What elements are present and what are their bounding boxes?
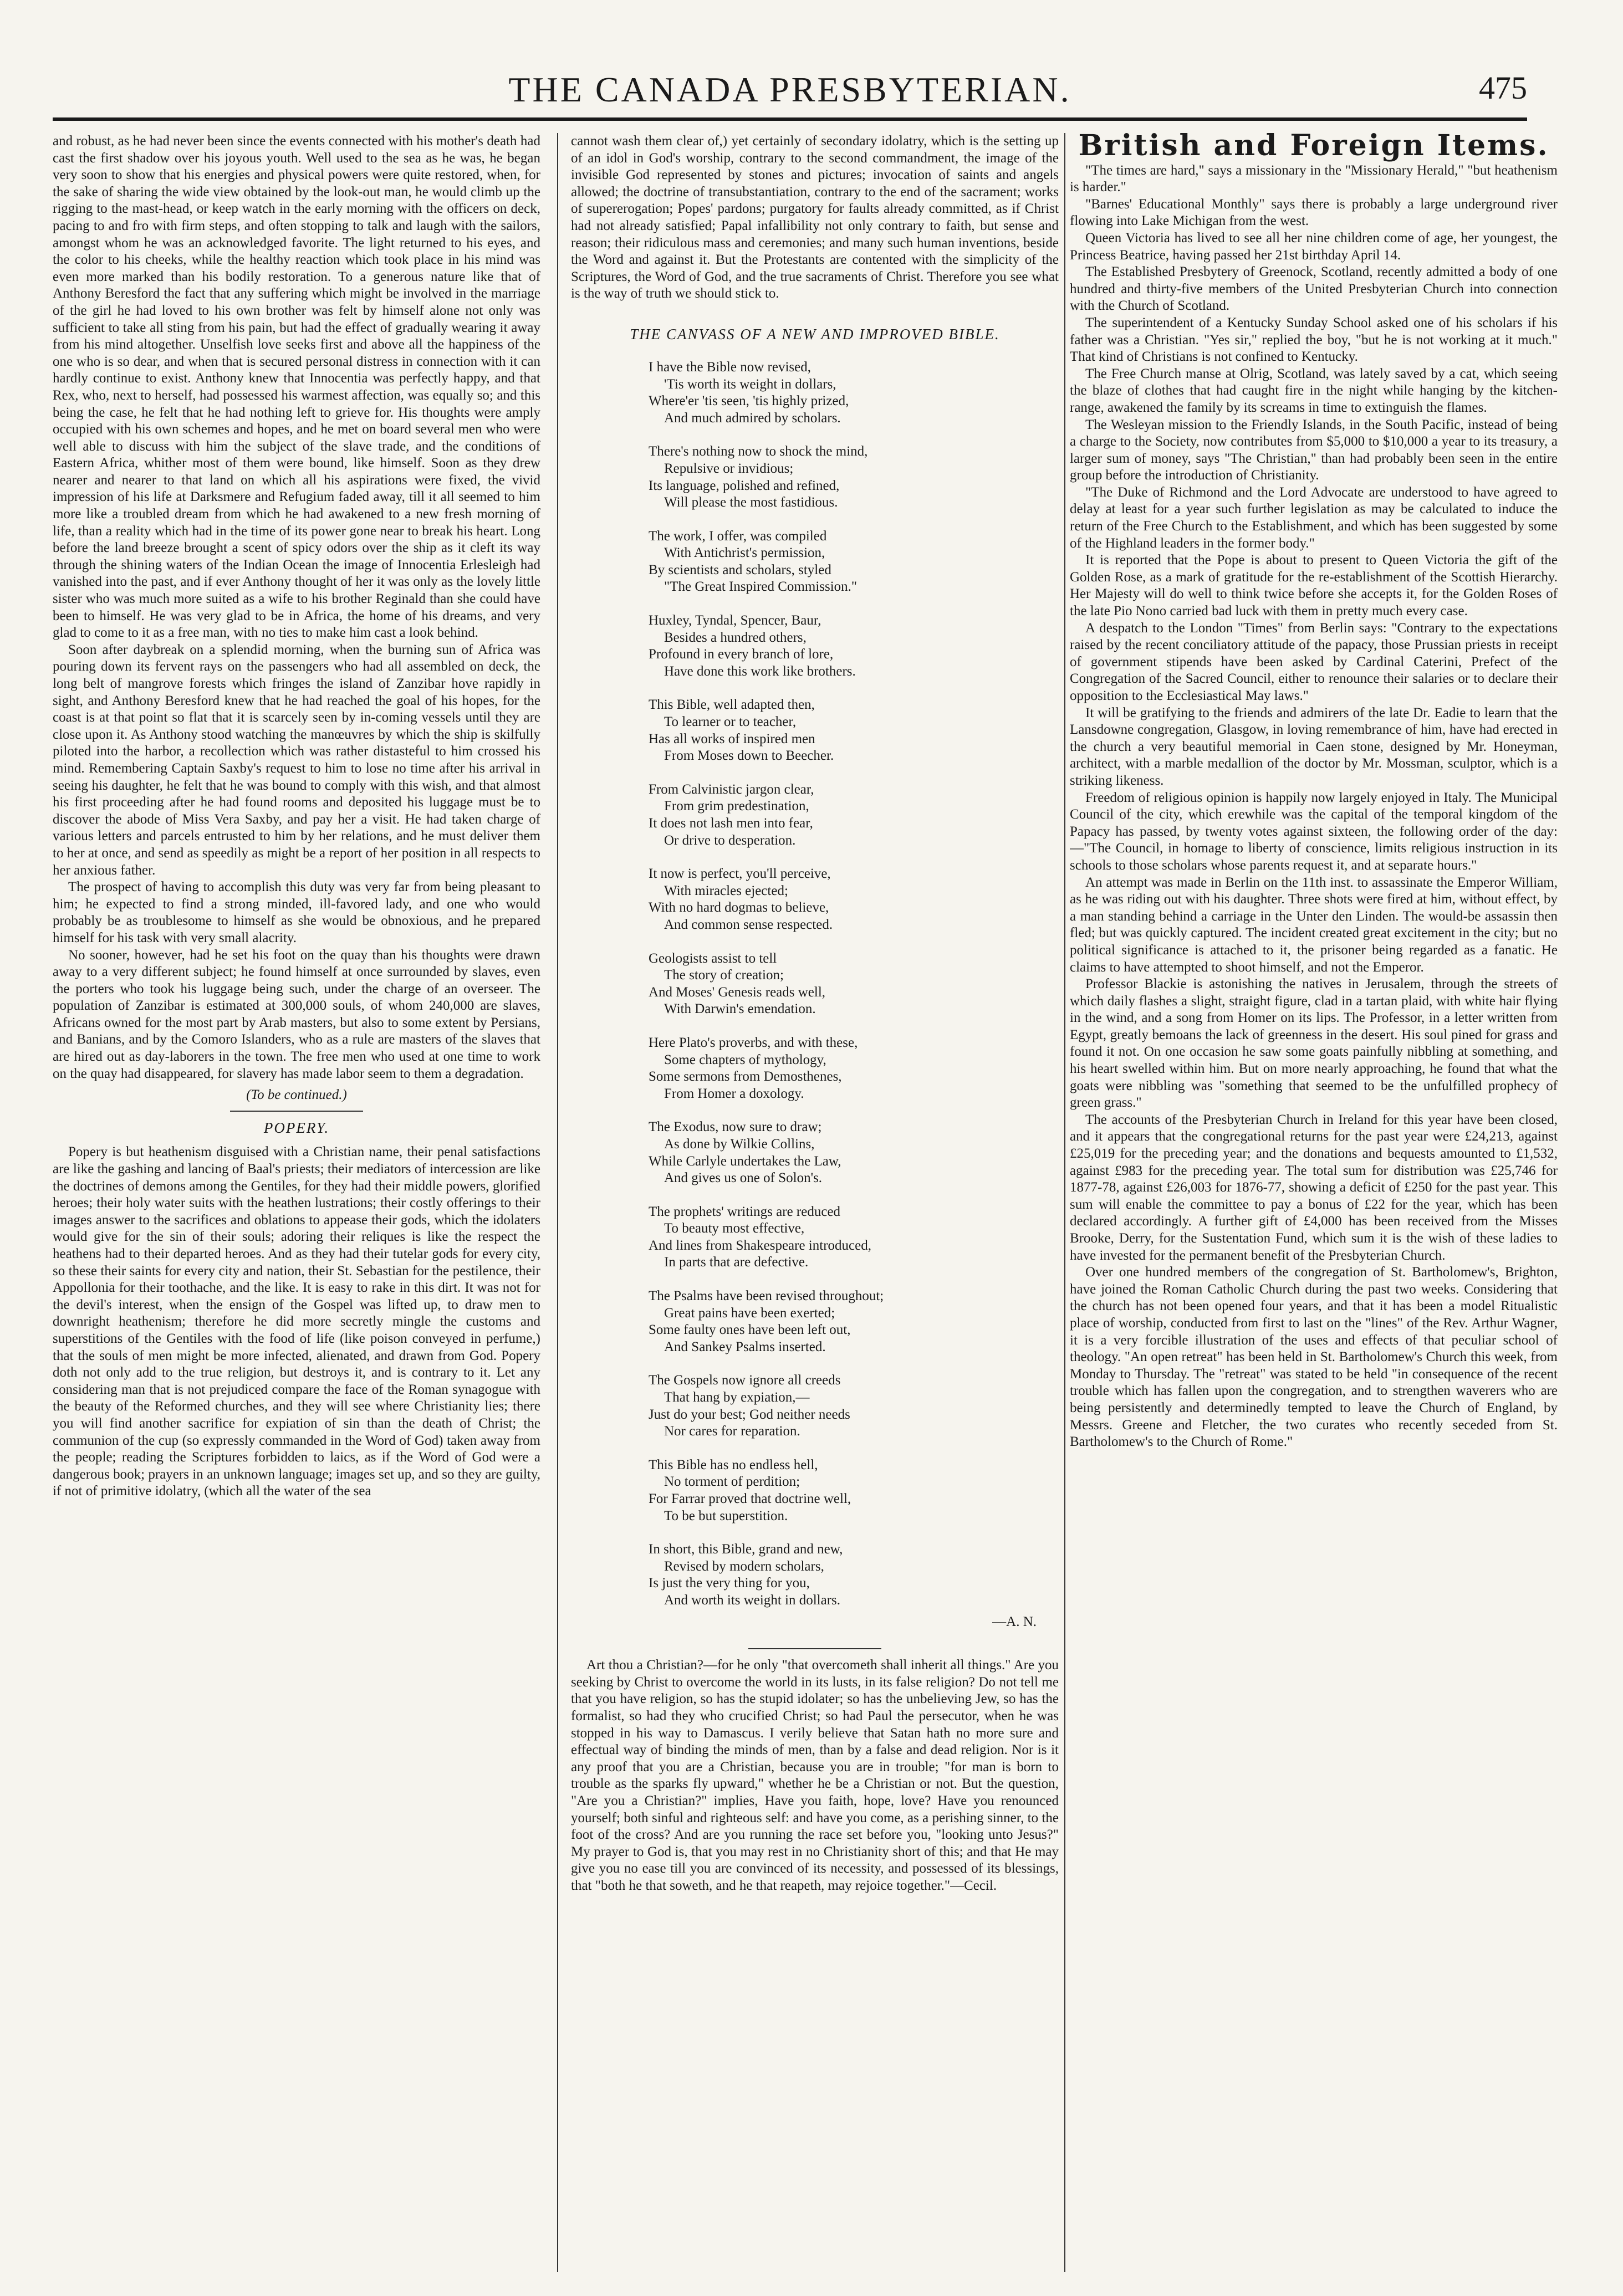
- news-item: It will be gratifying to the friends and admirers of the late Dr. Eadie to learn that the Lansdowne congregation, Glasgow, in loving remembrance of him, have had erected in the church a very beautiful memorial in Caen stone, designed by Mr. Honeyman, architect, with a marble medallion of the doctor by Mr. Mossman, sculptor, which is a striking likeness.: [1070, 705, 1558, 788]
- poem-line: And lines from Shakespeare introduced,: [649, 1238, 871, 1253]
- poem-stanza: [649, 1204, 1059, 1271]
- poem-title: THE CANVASS OF A NEW AND IMPROVED BIBLE.: [630, 325, 1000, 342]
- poem-stanza: [649, 1119, 1059, 1187]
- poem-line: From Calvinistic jargon clear,: [649, 781, 814, 797]
- poem-line: Or drive to desperation.: [664, 832, 796, 848]
- british-foreign-items-heading: British and Foreign Items.: [1078, 133, 1549, 162]
- poem-stanza: [649, 443, 1059, 511]
- poem-line: And gives us one of Solon's.: [664, 1170, 823, 1186]
- poem-stanza: [649, 1035, 1059, 1102]
- poem-line: This Bible, well adapted then,: [649, 697, 815, 713]
- poem-line: 'Tis worth its weight in dollars,: [664, 376, 836, 392]
- poem-stanza: [649, 1372, 1059, 1440]
- news-item: An attempt was made in Berlin on the 11th inst. to assassinate the Emperor William, as he was riding out with his daughter. Three shots were fired at him, without effect, by a man standing behind a carriage in the Unter den Linden. The would-be assassin then fled; but was quickly captured. The incident created great excitement in the city; but no political significance is attached to it, the prisoner being regarded as a fanatic. He claims to have attempted to shoot himself, and not the Emperor.: [1070, 875, 1558, 975]
- news-item: "Barnes' Educational Monthly" says there is probably a large underground river flowing into Lake Michigan from the west.: [1070, 196, 1558, 229]
- poem-line: As done by Wilkie Collins,: [664, 1136, 815, 1152]
- poem-line: To be but superstition.: [664, 1508, 788, 1523]
- poem-line: That hang by expiation,—: [664, 1390, 810, 1405]
- poem-line: Here Plato's proverbs, and with these,: [649, 1035, 858, 1050]
- column-divider: [557, 133, 558, 2272]
- poem-stanza: [649, 950, 1059, 1018]
- column-right: [1070, 133, 1558, 2272]
- news-item: "The times are hard," says a missionary in the "Missionary Herald," "but heathenism is harder.": [1070, 162, 1558, 195]
- news-item: The Wesleyan mission to the Friendly Islands, in the South Pacific, instead of being a charge to the Society, now contributes from $5,000 to $10,000 a year to its treasury, a larger sum of money, says "The Christian," than had probably been seen in the entire group before the introduction of Christianity.: [1070, 417, 1558, 483]
- popery-heading: POPERY.: [263, 1119, 330, 1136]
- poem-line: This Bible has no endless hell,: [649, 1457, 818, 1472]
- story-paragraph: No sooner, however, had he set his foot on the quay than his thoughts were drawn away to a very different subject; he found himself at once surrounded by slaves, even the porters who took his luggage being such, under the charge of an overseer. The population of Zanzibar is estimated at 300,000 souls, of whom 240,000 are slaves, Africans owned for the most part by Arab masters, but also to some extent by Persians, and Banians, and by the Comoro Islanders, who as a rule are masters of the slaves that are hired out as day-laborers in the town. The free men who used at one time to work on the quay had disappeared, for slavery has made labor seem to them a degradation.: [53, 947, 540, 1081]
- poem-line: From Homer a doxology.: [664, 1086, 804, 1101]
- news-item: The Free Church manse at Olrig, Scotland, was lately saved by a cat, which seeing the blaze of clothes that had caught fire in the night while hanging by the kitchen-range, awakened the family by its screams in time to extinguish the flames.: [1070, 366, 1558, 415]
- news-item: Queen Victoria has lived to see all her nine children come of age, her youngest, the Princess Beatrice, having passed her 21st birthday April 14.: [1070, 230, 1558, 263]
- poem-line: Geologists assist to tell: [649, 950, 777, 966]
- news-item: The superintendent of a Kentucky Sunday School asked one of his scholars if his father was a Christian. "Yes sir," replied the boy, "but he is not working at it much." That kind of Christians is not confined to Kentucky.: [1070, 315, 1558, 365]
- popery-paragraph: Popery is but heathenism disguised with a Christian name, their penal satisfactions are like the gashing and lancing of Baal's priests; their mediators of intercession are like the doctrines of demons among the Gentiles, for they had their middle powers, glorified heroes; their holy water suits with the heathen lustrations; their costly offerings to their images answer to the sacrifices and oblations to appease their gods, which the idolaters would give for the sin of their souls; adoring their reliques is like the respect the heathens had to their departed heroes. And as they had their tutelar gods for every city, so these their saints for every city and nation, their St. Sebastian for the pestilence, their Appollonia for their toothache, and the like. It is easy to rake in this dirt. It was not for the devil's interest, when the ensign of the Gospel was lifted up, to draw men to downright heathenism; therefore he did more secretly mingle the customs and superstitions of the Gentiles with the food of life (like poison conveyed in perfume,) that the souls of men might be more infected, alienated, and drawn from God. Popery doth not only add to the true religion, but destroys it, and is contrary to it. Let any considering man that is not prejudiced compare the face of the Roman synagogue with the beauty of the Reformed churches, and they will see where Christianity lies; there you will find another sacrifice for expiation of sin than the death of Christ; the communion of the cup (so expressly commanded in the Word of God) taken away from the people; reading the Scriptures forbidden to laics, as if the Word of God were a dangerous book; prayers in an unknown language; images set up, and so they are guilty, if not of primitive idolatry, (which all the water of the sea: [53, 1144, 540, 1499]
- poem-line: It does not lash men into fear,: [649, 816, 813, 831]
- poem-line: In parts that are defective.: [664, 1255, 809, 1270]
- poem-line: Some sermons from Demosthenes,: [649, 1069, 842, 1085]
- section-divider: [748, 1648, 881, 1649]
- poem-line: While Carlyle undertakes the Law,: [649, 1153, 841, 1169]
- poem-line: Huxley, Tyndal, Spencer, Baur,: [649, 613, 821, 628]
- poem-line: With Antichrist's permission,: [664, 545, 825, 561]
- masthead-rule: [53, 117, 1527, 121]
- page-number: 475: [1479, 70, 1527, 106]
- news-items: [1070, 162, 1558, 1451]
- poem-line: Have done this work like brothers.: [664, 663, 856, 679]
- poem-line: And Sankey Psalms inserted.: [664, 1339, 826, 1354]
- news-item: Over one hundred members of the congregation of St. Bartholomew's, Brighton, have joined the Roman Catholic Church during the past two weeks. Considering that the church has not been opened four years, and that it has been a model Ritualistic place of worship, conducted from first to last on the "lines" of the Rev. Arthur Wagner, it is a very forcible illustration of the uses and effects of that peculiar school of theology. "An open retreat" has been held in St. Bartholomew's Church this week, from Monday to Thursday. The "retreat" was stated to be held "in consequence of the recent trouble which has fallen upon the congregation, and to strengthen waverers who are being persistently and determinedly tempted to leave the Church of England, by Messrs. Greene and Fletcher, the two curates who recently seceded from St. Bartholomew's to the Church of Rome.": [1070, 1265, 1558, 1450]
- poem-line: The Exodus, now sure to draw;: [649, 1119, 822, 1135]
- news-item: "The Duke of Richmond and the Lord Advocate are understood to have agreed to delay at least for a year such further legislation as may be calculated to induce the return of the Free Church to the Establishment, and which has been suggested by some of the Highland leaders in the former body.": [1070, 484, 1558, 551]
- poem-line: Its language, polished and refined,: [649, 478, 840, 493]
- poem-line: The Gospels now ignore all creeds: [649, 1373, 841, 1388]
- news-item: The Established Presbytery of Greenock, Scotland, recently admitted a body of one hundred and thirty-five members of the United Presbyterian Church into connection with the Church of Scotland.: [1070, 264, 1558, 314]
- poem-line: Great pains have been exerted;: [664, 1305, 835, 1321]
- section-divider: [230, 1111, 363, 1112]
- poem-line: In short, this Bible, grand and new,: [649, 1542, 843, 1557]
- story-paragraph: The prospect of having to accomplish this duty was very far from being pleasant to him; he expected to find a strong minded, ill-favored lady, and one who would probably be as troublesome to himself as she would be obnoxious, and he prepared himself for his task with very small alacrity.: [53, 879, 540, 945]
- poem-line: Some faulty ones have been left out,: [649, 1322, 851, 1338]
- poem-line: Will please the most fastidious.: [664, 495, 838, 510]
- poem-line: Besides a hundred others,: [664, 630, 807, 645]
- newspaper-title: THE CANADA PRESBYTERIAN.: [508, 70, 1071, 109]
- poem-line: By scientists and scholars, styled: [649, 562, 831, 577]
- poem-stanza: [649, 1457, 1059, 1525]
- poem-line: Revised by modern scholars,: [664, 1558, 824, 1574]
- column-divider: [1064, 133, 1065, 2272]
- poem-line: Profound in every branch of lore,: [649, 647, 834, 662]
- poem-line: It now is perfect, you'll perceive,: [649, 866, 831, 882]
- news-item: A despatch to the London "Times" from Berlin says: "Contrary to the expectations raised by the recent conciliatory attitude of the papacy, those Prussian priests in receipt of government stipends have been asked by Cardinal Caterini, Prefect of the Congregation of the Sacred Council, either to renounce their salaries or to declare their opposition to the Ecclesiastical May laws.": [1070, 620, 1558, 703]
- poem-line: For Farrar proved that doctrine well,: [649, 1491, 851, 1506]
- poem-line: Where'er 'tis seen, 'tis highly prized,: [649, 393, 849, 409]
- poem-line: Just do your best; God neither needs: [649, 1407, 850, 1422]
- poem-line: Nor cares for reparation.: [664, 1424, 800, 1439]
- poem-stanza: [649, 1541, 1059, 1609]
- poem-line: The prophets' writings are reduced: [649, 1204, 841, 1219]
- news-item: The accounts of the Presbyterian Church in Ireland for this year have been closed, and it appears that the congregational returns for the past year were £24,213, against £25,019 for the preceding year; and the donations and bequests amounted to £1,532, against £983 for the preceding year. The total sum for distribution was £25,746 for 1877-78, against £26,003 for 1876-77, showing a deficit of £250 for the past year. This sum will enable the committee to pay a bonus of £22 for the year, which has been declared accordingly. A further gift of £4,000 has been received from the Misses Brooke, Derry, for the Sustentation Fund, which sum it is the wish of these ladies to have invested for the permanent benefit of the Presbyterian Church.: [1070, 1112, 1558, 1263]
- poem-line: There's nothing now to shock the mind,: [649, 444, 868, 459]
- closing-paragraph: Art thou a Christian?—for he only "that overcometh shall inherit all things." Are you seeking by Christ to overcome the world in its lusts, in its false religion? Do not tell me that you have religion, so has the stupid idolater; so has the unbelieving Jew, so has the formalist, so had they who crucified Christ; so had Paul the persecutor, when he was stopped in his way to Damascus. I verily believe that Satan hath no more sure and effectual way of binding the minds of men, than by a false and dead religion. Nor is it any proof that you are a Christian, because you are in trouble; "for man is born to trouble as the sparks fly upward," whether he be a Christian or not. But the question, "Are you a Christian?" implies, Have you faith, hope, love? Have you renounced yourself; both sinful and righteous self: and have you come, as a perishing sinner, to the foot of the cross? And are you running the race set before you, "looking unto Jesus?" My prayer to God is, that you may rest in no Christianity short of this; and that He may give you no ease till you are convinced of its necessity, and possessed of its blessings, that "both he that soweth, and he that reapeth, may rejoice together."—Cecil.: [571, 1658, 1059, 1893]
- story-paragraph: Soon after daybreak on a splendid morning, when the burning sun of Africa was pouring down its fervent rays on the passengers who had all assembled on deck, the long belt of mangrove forests which fringes the island of Zanzibar hove rapidly in sight, and Anthony Beresford knew that he had reached the goal of his hopes, for the coast is at that point so flat that it is scarcely seen by in-coming vessels until they are close upon it. As Anthony stood watching the manœuvres by which the ship is skilfully piloted into the harbor, a recollection which was rather distasteful to him crossed his mind. Remembering Captain Saxby's request to him to lose no time after his arrival in seeing his daughter, he felt that he was bound to comply with this wish, and that almost his first proceeding after he had found rooms and deposited his luggage must be to discover the abode of Miss Vera Saxby, and pay her a visit. He had taken charge of various letters and parcels entrusted to him by her relations, and he must deliver them to her at once, and send as speedily as might be a report of her position in all respects to her anxious father.: [53, 642, 540, 878]
- poem-stanza: [649, 1288, 1059, 1356]
- poem-line: And worth its weight in dollars.: [664, 1592, 841, 1608]
- poem-line: No torment of perdition;: [664, 1474, 800, 1490]
- poem-line: With no hard dogmas to believe,: [649, 900, 829, 916]
- column-left: [53, 133, 540, 2272]
- poem-stanza: [649, 697, 1059, 764]
- poem-stanza: [649, 359, 1059, 427]
- poem-line: To beauty most effective,: [664, 1221, 805, 1236]
- poem-line: The Psalms have been revised throughout;: [649, 1288, 884, 1304]
- poem-line: From Moses down to Beecher.: [664, 748, 834, 764]
- poem-line: With miracles ejected;: [664, 883, 788, 898]
- poem-line: I have the Bible now revised,: [649, 359, 811, 375]
- popery-paragraph-continued: cannot wash them clear of,) yet certainly of secondary idolatry, which is the setting up of an idol in God's worship, contrary to the second commandment, the image of the invisible God represented by stones and pictures; invocation of saints and angels allowed; the doctrine of transubstantiation, contrary to the end of the sacrament; works of supererogation; Popes' pardons; purgatory for faults already committed, as if Christ had not already satisfied; Papal infallibility not only contrary to faith, but sense and reason; their ridiculous mass and ceremonies; and many such human inventions, beside the Word and against it. But the Protestants are contented with the simplicity of the Scriptures, the Word of God, and the true sacraments of Christ. Therefore you see what is the way of truth we should stick to.: [571, 134, 1059, 301]
- poem-line: Has all works of inspired men: [649, 731, 815, 746]
- poem-line: And much admired by scholars.: [664, 410, 841, 426]
- poem-line: Repulsive or invidious;: [664, 461, 794, 476]
- poem-line: Is just the very thing for you,: [649, 1576, 810, 1591]
- to-be-continued: (To be continued.): [246, 1087, 347, 1103]
- news-item: Professor Blackie is astonishing the natives in Jerusalem, through the streets of which daily flashes a slight, straight figure, clad in a tartan plaid, with white hair flying in the wind, and a song from Homer on its lips. The Professor, in a letter written from Egypt, greatly bemoans the lack of greenness in the desert. His soul pined for grass and found it not. On one occasion he saw some goats painfully nibbling at something, and his heart swelled within him. But on more nearly approaching, he found that what the goats were nibbling was "something that seemed to be the unfulfilled prophecy of green grass.": [1070, 976, 1558, 1111]
- poem-stanza: [649, 866, 1059, 933]
- poem-stanza: [649, 612, 1059, 680]
- poem-line: From grim predestination,: [664, 799, 809, 814]
- news-item: It is reported that the Pope is about to present to Queen Victoria the gift of the Golden Rose, as a mark of gratitude for the re-establishment of the Scottish Hierarchy. Her Majesty will do well to think twice before she accepts it, for the Golden Roses of the late Pio Nono carried bad luck with them in pretty much every case.: [1070, 553, 1558, 619]
- poem-line: Some chapters of mythology,: [664, 1052, 826, 1067]
- news-item: Freedom of religious opinion is happily now largely enjoyed in Italy. The Municipal Council of the city, which erewhile was the capital of the temporal kingdom of the Papacy has passed, by twenty votes against sixteen, the following order of the day:—"The Council, in homage to liberty of conscience, limits religious instruction in its schools to those scholars whose parents request it, and at separate hours.": [1070, 790, 1558, 873]
- poem-line: The story of creation;: [664, 968, 784, 983]
- poem-line: And common sense respected.: [664, 917, 833, 932]
- poem-line: And Moses' Genesis reads well,: [649, 984, 826, 1000]
- poem-line: The work, I offer, was compiled: [649, 528, 827, 544]
- column-middle: [571, 133, 1059, 2272]
- story-paragraph: and robust, as he had never been since the events connected with his mother's death had cast the first shadow over his joyous youth. Well used to the sea as he was, he began very soon to show that his energies and physical powers were quite restored, when, for the sake of sharing the wide view obtained by the look-out man, he would climb up the rigging to the mast-head, or keep watch in the early morning with the officers on deck, pacing to and fro with firm steps, and often stopping to talk and laugh with the sailors, amongst whom he was an acknowledged favorite. The light returned to his eyes, and the color to his cheeks, while the healthy reaction which took place in his mind was even more marked than his bodily restoration. To a generous nature like that of Anthony Beresford the fact that any suffering which might be involved in the marriage of the girl he had loved to his own brother was felt by himself alone not only was sufficient to take all sting from his pain, but had the effect of gradually wearing it away from his mind altogether. Unselfish love seeks first and above all the happiness of the one who is so dear, and when that is secured personal distress in connection with it can hardly continue to exist. Anthony knew that Innocentia was perfectly happy, and that Rex, who, next to herself, had possessed his warmest affection, was equally so; and this being the case, he felt that he had nothing left to grieve for. His thoughts were amply occupied with his own schemes and hopes, and he met on board several men who were well able to discuss with him the subject of the slave trade, and the conditions of Eastern Africa, whither most of them were bound, like himself. Soon as they drew nearer and nearer to that land on which all his aspirations were fixed, the vivid impression of his life at Darksmere and Refugium faded away, till it all seemed to him more like a troubled dream from which he had awakened to a new fresh morning of life, than a reality which had in the time of its power gone near to break his heart. Long before the land breeze brought a scent of spicy odors over the ship as it cleft its way through the shining waters of the Indian Ocean the image of Innocentia Erlesleigh had vanished into the past, and if ever Anthony thought of her it was only as the lovely little sister who was much more suited as a wife to his brother Reginald than she could have been to himself. He was very glad to be in Africa, the home of his dreams, and very glad to come to it as a free man, with no ties to make him cast a look behind.: [53, 134, 540, 641]
- masthead: [53, 69, 1527, 108]
- poem-stanza: [649, 528, 1059, 596]
- poem-stanza: [649, 781, 1059, 849]
- poem-signature: —A. N.: [992, 1614, 1037, 1629]
- poem-line: To learner or to teacher,: [664, 714, 797, 730]
- poem-line: "The Great Inspired Commission.": [664, 579, 858, 595]
- poem: [571, 359, 1059, 1609]
- poem-line: With Darwin's emendation.: [664, 1001, 816, 1017]
